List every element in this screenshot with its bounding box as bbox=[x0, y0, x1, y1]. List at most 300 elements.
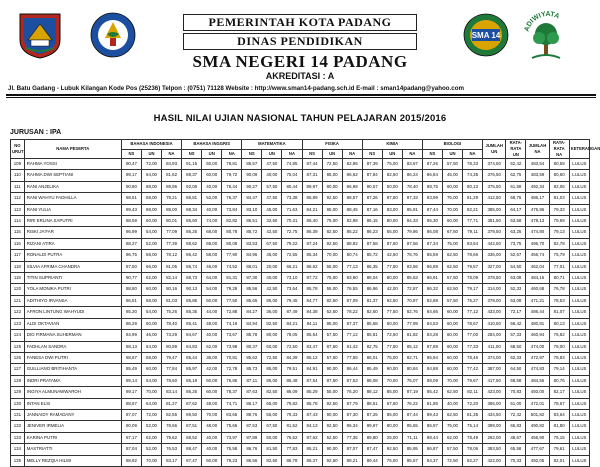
header-subject: MATEMATIKA bbox=[242, 140, 302, 150]
score-cell: 77,35 bbox=[342, 432, 362, 443]
score-cell: 88,37 bbox=[182, 170, 202, 181]
score-cell: 87,89 bbox=[422, 341, 442, 352]
score-cell: 87,25 bbox=[362, 409, 382, 420]
score-cell: 77,83 bbox=[282, 444, 302, 455]
student-name: RIRI ERLINA SAPUTRI bbox=[24, 216, 121, 227]
header-un: UN bbox=[322, 149, 342, 159]
table-row bbox=[11, 432, 590, 443]
score-cell: 86,74 bbox=[182, 261, 202, 272]
table-row bbox=[11, 409, 590, 420]
score-cell: 86,62 bbox=[302, 261, 322, 272]
score-cell: 52,00 bbox=[141, 238, 161, 249]
score-cell: 75,00 bbox=[442, 193, 462, 204]
score-cell: 88,75 bbox=[422, 181, 442, 192]
score-cell: 64,00 bbox=[141, 398, 161, 409]
score-cell: 40,00 bbox=[202, 181, 222, 192]
score-cell: 78,33 bbox=[463, 159, 483, 170]
score-cell: 70,00 bbox=[141, 387, 161, 398]
score-cell: 85,86 bbox=[182, 295, 202, 306]
table-row bbox=[11, 398, 590, 409]
score-cell: 62,42 bbox=[506, 159, 526, 170]
score-cell: 85,00 bbox=[382, 387, 402, 398]
score-cell: 83,67 bbox=[402, 159, 422, 170]
header-jumlah-un: JUMLAH UN bbox=[483, 140, 506, 159]
score-cell: 86,25 bbox=[182, 387, 202, 398]
score-cell: 417,50 bbox=[483, 375, 506, 386]
score-cell: 45,00 bbox=[262, 204, 282, 215]
score-cell: 86,57 bbox=[242, 159, 262, 170]
score-cell: 76,37 bbox=[222, 193, 242, 204]
score-cell: 81,62 bbox=[162, 170, 182, 181]
score-cell: 492,05 bbox=[526, 455, 549, 466]
score-cell: 76,86 bbox=[222, 375, 242, 386]
score-cell: 80,13 bbox=[463, 181, 483, 192]
score-cell: 484,55 bbox=[526, 375, 549, 386]
score-cell: 89,44 bbox=[362, 455, 382, 466]
score-cell: 62,50 bbox=[322, 307, 342, 318]
score-cell: 492,34 bbox=[526, 181, 549, 192]
row-number: 131 bbox=[11, 409, 25, 420]
status-cell: LULUS bbox=[569, 250, 589, 261]
score-cell: 76,82 bbox=[549, 330, 569, 341]
student-name: INTAN ELSI bbox=[24, 398, 121, 409]
score-cell: 79,11 bbox=[463, 227, 483, 238]
score-cell: 50,00 bbox=[202, 159, 222, 170]
score-cell: 60,00 bbox=[442, 216, 462, 227]
score-cell: 75,00 bbox=[442, 238, 462, 249]
score-cell: 87,11 bbox=[242, 375, 262, 386]
score-cell: 85,65 bbox=[402, 421, 422, 432]
score-cell: 88,34 bbox=[182, 204, 202, 215]
score-cell: 474,80 bbox=[526, 227, 549, 238]
score-cell: 87,33 bbox=[402, 193, 422, 204]
row-number: 127 bbox=[11, 364, 25, 375]
score-cell: 85,30 bbox=[121, 307, 141, 318]
score-cell: 64,00 bbox=[141, 341, 161, 352]
exam-results-body bbox=[11, 159, 590, 467]
score-cell: 80,84 bbox=[402, 364, 422, 375]
score-cell: 92,50 bbox=[322, 455, 342, 466]
row-number: 113 bbox=[11, 204, 25, 215]
score-cell: 70,87 bbox=[402, 295, 422, 306]
score-cell: 87,47 bbox=[362, 444, 382, 455]
row-number: 118 bbox=[11, 261, 25, 272]
score-cell: 86,34 bbox=[342, 421, 362, 432]
score-cell: 57,50 bbox=[322, 352, 342, 363]
score-cell: 80,76 bbox=[549, 375, 569, 386]
score-cell: 95,00 bbox=[322, 204, 342, 215]
score-cell: 86,17 bbox=[242, 398, 262, 409]
score-cell: 477,67 bbox=[526, 444, 549, 455]
score-cell: 82,11 bbox=[463, 387, 483, 398]
score-cell: 89,97 bbox=[302, 181, 322, 192]
score-cell: 483,59 bbox=[526, 170, 549, 181]
score-cell: 88,45 bbox=[342, 204, 362, 215]
header-keterangan: KETERANGAN bbox=[569, 140, 589, 159]
score-cell: 76,55 bbox=[342, 284, 362, 295]
table-row bbox=[11, 444, 590, 455]
header-jumlah-na: JUMLAH NA bbox=[526, 140, 549, 159]
score-cell: 78,53 bbox=[549, 295, 569, 306]
status-cell: LULUS bbox=[569, 216, 589, 227]
student-name: FADHLAN SANDRA bbox=[24, 341, 121, 352]
score-cell: 86,81 bbox=[182, 193, 202, 204]
score-cell: 88,21 bbox=[342, 455, 362, 466]
score-cell: 82,96 bbox=[342, 159, 362, 170]
score-cell: 79,45 bbox=[282, 295, 302, 306]
score-cell: 86,44 bbox=[342, 364, 362, 375]
score-cell: 77,33 bbox=[463, 341, 483, 352]
score-cell: 82,60 bbox=[362, 307, 382, 318]
score-cell: 82,50 bbox=[262, 318, 282, 329]
score-cell: 52,33 bbox=[506, 284, 526, 295]
score-cell: 80,74 bbox=[342, 250, 362, 261]
score-cell: 82,27 bbox=[463, 455, 483, 466]
student-name: DIO FIRMANA SUHERMAN bbox=[24, 330, 121, 341]
score-cell: 474,83 bbox=[526, 364, 549, 375]
score-cell: 78,22 bbox=[342, 307, 362, 318]
score-cell: 64,50 bbox=[506, 364, 526, 375]
score-cell: 62,00 bbox=[202, 341, 222, 352]
score-cell: 70,00 bbox=[202, 409, 222, 420]
score-cell: 52,50 bbox=[322, 432, 342, 443]
score-cell: 48,00 bbox=[202, 318, 222, 329]
score-cell: 82,14 bbox=[162, 273, 182, 284]
score-cell: 77,55 bbox=[342, 352, 362, 363]
score-cell: 61,00 bbox=[506, 398, 526, 409]
table-row bbox=[11, 318, 590, 329]
student-name: SILVIA AFRIMA CHANDRA bbox=[24, 261, 121, 272]
score-cell: 42,00 bbox=[382, 284, 402, 295]
score-cell: 63,08 bbox=[506, 273, 526, 284]
score-cell: 77,39 bbox=[162, 238, 182, 249]
score-cell: 81,03 bbox=[162, 295, 182, 306]
status-cell: LULUS bbox=[569, 227, 589, 238]
header-un: UN bbox=[382, 149, 402, 159]
score-cell: 74,19 bbox=[222, 318, 242, 329]
score-cell: 57,50 bbox=[442, 273, 462, 284]
score-cell: 88,57 bbox=[342, 193, 362, 204]
score-cell: 62,50 bbox=[442, 409, 462, 420]
score-cell: 75,14 bbox=[463, 421, 483, 432]
score-cell: 85,29 bbox=[302, 387, 322, 398]
score-cell: 88,62 bbox=[182, 238, 202, 249]
table-row bbox=[11, 375, 590, 386]
status-cell: LULUS bbox=[569, 352, 589, 363]
score-cell: 72,50 bbox=[382, 330, 402, 341]
student-name: INGIYA ALMUNAWWAROH bbox=[24, 387, 121, 398]
score-cell: 89,43 bbox=[121, 204, 141, 215]
score-cell: 87,09 bbox=[342, 295, 362, 306]
score-cell: 70,00 bbox=[382, 375, 402, 386]
score-cell: 73,10 bbox=[282, 273, 302, 284]
score-cell: 92,50 bbox=[322, 398, 342, 409]
exam-results-table bbox=[10, 139, 600, 467]
score-cell: 87,47 bbox=[182, 455, 202, 466]
score-cell: 92,50 bbox=[322, 238, 342, 249]
score-cell: 86,12 bbox=[302, 352, 322, 363]
score-cell: 72,00 bbox=[141, 409, 161, 420]
score-cell: 82,21 bbox=[463, 204, 483, 215]
row-number: 111 bbox=[11, 181, 25, 192]
score-cell: 486,44 bbox=[526, 307, 549, 318]
score-cell: 79,72 bbox=[222, 170, 242, 181]
score-cell: 87,84 bbox=[362, 170, 382, 181]
score-cell: 65,58 bbox=[506, 444, 526, 455]
status-cell: LULUS bbox=[569, 284, 589, 295]
score-cell: 75,26 bbox=[162, 307, 182, 318]
score-cell: 85,22 bbox=[342, 227, 362, 238]
score-cell: 78,67 bbox=[549, 398, 569, 409]
table-row bbox=[11, 216, 590, 227]
row-number: 116 bbox=[11, 238, 25, 249]
score-cell: 54,00 bbox=[202, 284, 222, 295]
score-cell: 85,97 bbox=[182, 364, 202, 375]
score-cell: 81,80 bbox=[549, 421, 569, 432]
score-cell: 46,00 bbox=[141, 330, 161, 341]
score-cell: 77,42 bbox=[463, 364, 483, 375]
score-cell: 89,14 bbox=[121, 375, 141, 386]
score-cell: 72,88 bbox=[222, 307, 242, 318]
score-cell: 85,49 bbox=[362, 364, 382, 375]
score-cell: 83,47 bbox=[302, 341, 322, 352]
score-cell: 84,47 bbox=[242, 193, 262, 204]
score-cell: 42,50 bbox=[382, 250, 402, 261]
row-number: 109 bbox=[11, 159, 25, 170]
score-cell: 79,67 bbox=[463, 375, 483, 386]
score-cell: 79,33 bbox=[282, 409, 302, 420]
score-cell: 84,96 bbox=[242, 250, 262, 261]
table-row bbox=[11, 295, 590, 306]
student-name: FANESA DWI PUTRI bbox=[24, 352, 121, 363]
score-cell: 85,59 bbox=[422, 250, 442, 261]
score-cell: 90,00 bbox=[382, 364, 402, 375]
score-cell: 48,00 bbox=[202, 421, 222, 432]
score-cell: 83,65 bbox=[222, 409, 242, 420]
header-rata-na: RATA-RATA NA bbox=[549, 140, 569, 159]
score-cell: 433,00 bbox=[483, 307, 506, 318]
score-cell: 58,00 bbox=[141, 352, 161, 363]
table-row bbox=[11, 341, 590, 352]
score-cell: 75,04 bbox=[282, 170, 302, 181]
score-cell: 83,56 bbox=[402, 261, 422, 272]
score-cell: 86,37 bbox=[302, 455, 322, 466]
score-cell: 88,67 bbox=[121, 352, 141, 363]
status-cell: LULUS bbox=[569, 307, 589, 318]
score-cell: 88,08 bbox=[362, 375, 382, 386]
score-cell: 85,94 bbox=[422, 352, 442, 363]
score-cell: 78,49 bbox=[463, 432, 483, 443]
score-cell: 374,50 bbox=[483, 159, 506, 170]
row-number: 135 bbox=[11, 455, 25, 466]
score-cell: 60,00 bbox=[382, 318, 402, 329]
score-cell: 52,00 bbox=[141, 421, 161, 432]
status-cell: LULUS bbox=[569, 375, 589, 386]
score-cell: 70,00 bbox=[322, 250, 342, 261]
table-row bbox=[11, 352, 590, 363]
score-cell: 86,29 bbox=[121, 318, 141, 329]
score-cell: 62,50 bbox=[442, 250, 462, 261]
score-cell: 76,78 bbox=[549, 284, 569, 295]
score-cell: 85,65 bbox=[242, 295, 262, 306]
score-cell: 88,73 bbox=[182, 273, 202, 284]
score-cell: 79,62 bbox=[162, 432, 182, 443]
score-cell: 42,50 bbox=[262, 227, 282, 238]
score-cell: 79,47 bbox=[162, 352, 182, 363]
score-cell: 60,00 bbox=[202, 375, 222, 386]
score-cell: 81,35 bbox=[463, 409, 483, 420]
score-cell: 412,50 bbox=[483, 193, 506, 204]
score-cell: 84,37 bbox=[422, 455, 442, 466]
score-cell: 42,00 bbox=[202, 364, 222, 375]
score-cell: 67,50 bbox=[442, 227, 462, 238]
score-cell: 84,38 bbox=[302, 307, 322, 318]
score-cell: 84,21 bbox=[282, 318, 302, 329]
score-cell: 80,60 bbox=[549, 170, 569, 181]
score-cell: 88,82 bbox=[342, 238, 362, 249]
status-cell: LULUS bbox=[569, 432, 589, 443]
score-cell: 79,23 bbox=[222, 455, 242, 466]
score-cell: 381,50 bbox=[483, 216, 506, 227]
score-cell: 81,82 bbox=[402, 330, 422, 341]
header-subject: BAHASA INDONESIA bbox=[121, 140, 181, 150]
score-cell: 40,00 bbox=[202, 444, 222, 455]
score-cell: 81,37 bbox=[362, 295, 382, 306]
score-cell: 62,50 bbox=[442, 387, 462, 398]
score-cell: 90,00 bbox=[322, 409, 342, 420]
score-cell: 90,47 bbox=[121, 159, 141, 170]
score-cell: 40,00 bbox=[442, 398, 462, 409]
score-cell: 90,00 bbox=[322, 444, 342, 455]
score-cell: 84,99 bbox=[121, 330, 141, 341]
score-cell: 88,09 bbox=[422, 375, 442, 386]
table-row bbox=[11, 387, 590, 398]
score-cell: 70,33 bbox=[506, 455, 526, 466]
score-cell: 63,08 bbox=[506, 295, 526, 306]
score-cell: 40,00 bbox=[202, 432, 222, 443]
table-row bbox=[11, 181, 590, 192]
score-cell: 72,78 bbox=[222, 364, 242, 375]
score-cell: 62,00 bbox=[141, 273, 161, 284]
score-cell: 63,58 bbox=[506, 216, 526, 227]
header-na: NA bbox=[162, 149, 182, 159]
score-cell: 83,14 bbox=[162, 387, 182, 398]
score-cell: 86,32 bbox=[422, 284, 442, 295]
score-cell: 85,30 bbox=[422, 216, 442, 227]
score-cell: 87,34 bbox=[422, 238, 442, 249]
score-cell: 64,17 bbox=[506, 204, 526, 215]
row-number: 119 bbox=[11, 273, 25, 284]
score-cell: 86,99 bbox=[121, 227, 141, 238]
score-cell: 60,00 bbox=[442, 330, 462, 341]
score-cell: 73,67 bbox=[222, 330, 242, 341]
score-cell: 80,08 bbox=[222, 238, 242, 249]
score-cell: 88,47 bbox=[182, 444, 202, 455]
score-cell: 77,99 bbox=[402, 318, 422, 329]
row-number: 122 bbox=[11, 307, 25, 318]
score-cell: 81,42 bbox=[342, 341, 362, 352]
score-cell: 79,21 bbox=[162, 193, 182, 204]
letterhead-school-name: SMA NEGERI 14 PADANG bbox=[192, 52, 408, 71]
score-cell: 90,00 bbox=[322, 364, 342, 375]
score-cell: 88,51 bbox=[121, 193, 141, 204]
score-cell: 89,80 bbox=[362, 432, 382, 443]
row-number: 114 bbox=[11, 216, 25, 227]
header-subject: BAHASA INGGRIS bbox=[182, 140, 242, 150]
score-cell: 73,38 bbox=[282, 193, 302, 204]
header-na: NA bbox=[342, 149, 362, 159]
status-cell: LULUS bbox=[569, 398, 589, 409]
score-cell: 85,72 bbox=[242, 227, 262, 238]
score-cell: 74,52 bbox=[222, 261, 242, 272]
table-row bbox=[11, 250, 590, 261]
score-cell: 47,50 bbox=[262, 159, 282, 170]
score-cell: 86,51 bbox=[121, 295, 141, 306]
row-number: 112 bbox=[11, 193, 25, 204]
table-row bbox=[11, 261, 590, 272]
score-cell: 78,46 bbox=[463, 352, 483, 363]
header-subject: KIMIA bbox=[362, 140, 422, 150]
score-cell: 87,26 bbox=[362, 193, 382, 204]
score-cell: 86,56 bbox=[242, 455, 262, 466]
score-cell: 87,63 bbox=[242, 387, 262, 398]
student-name: MASTRIATTI bbox=[24, 444, 121, 455]
score-cell: 86,76 bbox=[242, 444, 262, 455]
score-cell: 77,13 bbox=[342, 261, 362, 272]
score-cell: 85,42 bbox=[422, 387, 442, 398]
score-cell: 67,50 bbox=[382, 398, 402, 409]
score-cell: 72,42 bbox=[506, 409, 526, 420]
score-cell: 86,09 bbox=[282, 387, 302, 398]
score-cell: 79,51 bbox=[282, 364, 302, 375]
score-cell: 87,58 bbox=[362, 238, 382, 249]
score-cell: 60,00 bbox=[442, 307, 462, 318]
score-cell: 88,52 bbox=[182, 432, 202, 443]
score-cell: 88,04 bbox=[362, 273, 382, 284]
score-cell: 74,00 bbox=[202, 216, 222, 227]
score-cell: 89,43 bbox=[422, 409, 442, 420]
score-cell: 75,00 bbox=[322, 273, 342, 284]
letterhead-government: PEMERINTAH KOTA PADANG bbox=[183, 14, 417, 31]
header-un: UN bbox=[262, 149, 282, 159]
score-cell: 84,88 bbox=[422, 364, 442, 375]
status-cell: LULUS bbox=[569, 444, 589, 455]
adiwiyata-logo-text: ADIWIYATA bbox=[523, 10, 561, 33]
score-cell: 90,27 bbox=[242, 181, 262, 192]
student-name: JENIVER IRMELIA bbox=[24, 421, 121, 432]
score-cell: 81,52 bbox=[282, 421, 302, 432]
score-cell: 475,96 bbox=[526, 204, 549, 215]
score-cell: 62,75 bbox=[506, 170, 526, 181]
score-cell: 78,05 bbox=[282, 330, 302, 341]
score-cell: 80,71 bbox=[549, 273, 569, 284]
score-cell: 79,22 bbox=[282, 238, 302, 249]
score-cell: 72,50 bbox=[322, 159, 342, 170]
score-cell: 378,00 bbox=[483, 295, 506, 306]
score-cell: 60,00 bbox=[141, 284, 161, 295]
score-cell: 75,27 bbox=[463, 295, 483, 306]
score-cell: 40,00 bbox=[262, 273, 282, 284]
score-cell: 86,84 bbox=[422, 170, 442, 181]
score-cell: 89,96 bbox=[162, 181, 182, 192]
score-cell: 86,89 bbox=[302, 193, 322, 204]
header-un: UN bbox=[442, 149, 462, 159]
score-cell: 79,61 bbox=[549, 444, 569, 455]
score-cell: 81,05 bbox=[162, 261, 182, 272]
score-cell: 40,00 bbox=[262, 170, 282, 181]
header-no: NO URUT bbox=[11, 140, 25, 159]
score-cell: 58,00 bbox=[202, 250, 222, 261]
